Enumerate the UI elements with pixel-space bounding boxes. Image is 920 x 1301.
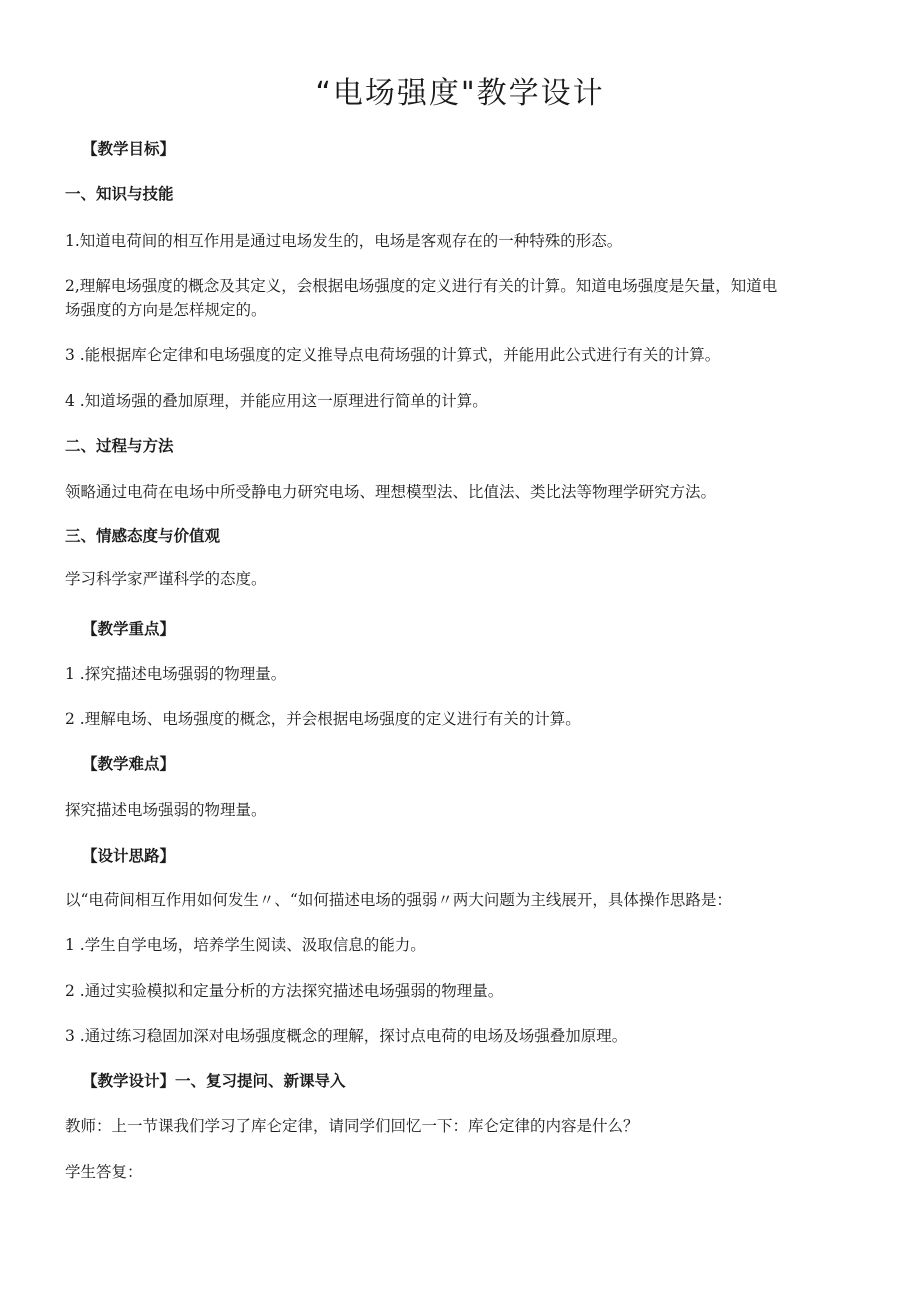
knowledge-item-2-line-1: 2,理解电场强度的概念及其定义，会根据电场强度的定义进行有关的计算。知道电场强度是矢量，知道电 [65,277,778,295]
design-idea-text: 以“电荷间相互作用如何发生〃、“如何描述电场的强弱〃两大问题为主线展开，具体操作思路是： [65,891,732,909]
knowledge-item-4: 4 .知道场强的叠加原理，并能应用这一原理进行简单的计算。 [65,392,488,410]
key-point-1: 1 .探究描述电场强弱的物理量。 [65,665,287,683]
emotion-heading: 三、情感态度与价值观 [65,526,221,545]
key-points-heading: 【教学重点】 [82,619,176,638]
difficulty-heading: 【教学难点】 [82,754,176,773]
knowledge-item-1: 1.知道电荷间的相互作用是通过电场发生的，电场是客观存在的一种特殊的形态。 [65,232,623,250]
document-title: “电场强度"教学设计 [315,76,605,111]
design-idea-1: 1 .学生自学电场，培养学生阅读、汲取信息的能力。 [65,936,426,954]
teacher-line: 教师：上一节课我们学习了库仑定律，请同学们回忆一下：库仑定律的内容是什么？ [65,1117,639,1135]
knowledge-item-3: 3 .能根据库仑定律和电场强度的定义推导点电荷场强的计算式，并能用此公式进行有关的计算。 [65,346,721,364]
knowledge-heading: 一、知识与技能 [65,184,174,203]
knowledge-item-2-line-2: 场强度的方向是怎样规定的。 [65,301,267,319]
design-idea-2: 2 .通过实验模拟和定量分析的方法探究描述电场强弱的物理量。 [65,982,504,1000]
key-point-2: 2 .理解电场、电场强度的概念，并会根据电场强度的定义进行有关的计算。 [65,710,581,728]
design-idea-heading: 【设计思路】 [82,846,176,865]
process-heading: 二、过程与方法 [65,436,174,455]
process-text: 领略通过电荷在电场中所受静电力研究电场、理想模型法、比值法、类比法等物理学研究方法。 [65,483,717,501]
student-line: 学生答复： [65,1163,143,1181]
emotion-text: 学习科学家严谨科学的态度。 [65,570,267,588]
objectives-heading: 【教学目标】 [82,139,176,158]
design-idea-3: 3 .通过练习稳固加深对电场强度概念的理解，探讨点电荷的电场及场强叠加原理。 [65,1027,628,1045]
difficulty-text: 探究描述电场强弱的物理量。 [65,801,267,819]
teaching-design-heading: 【教学设计】一、复习提问、新课导入 [82,1071,346,1090]
